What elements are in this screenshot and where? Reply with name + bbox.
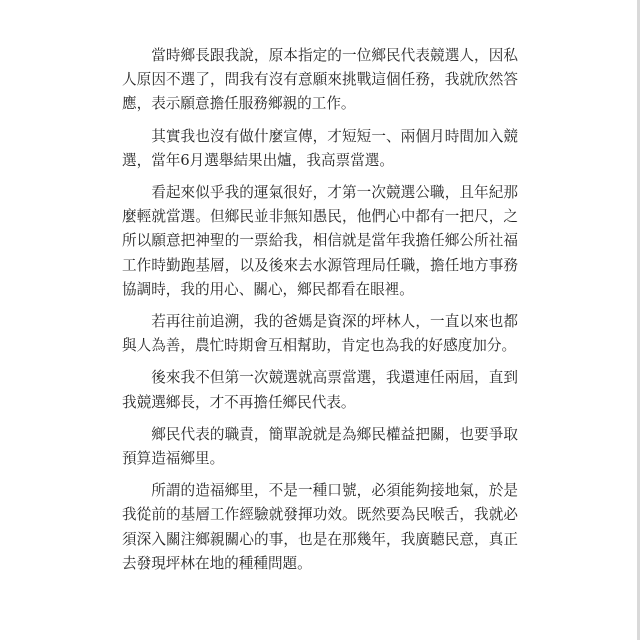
- paragraph-2: 其實我也沒有做什麼宣傳，才短短一、兩個月時間加入競選，當年6月選舉結果出爐，我高票當選。: [122, 127, 518, 169]
- paragraph-1: 當時鄉長跟我說，原本指定的一位鄉民代表競選人，因私人原因不選了，問我有沒有意願來挑戰這個任務，我就欣然答應，表示願意擔任服務鄉親的工作。: [122, 47, 518, 113]
- paragraph-4: 若再往前追溯，我的爸媽是資深的坪林人，一直以來也都與人為善，農忙時期會互相幫助，肯定也為我的好感度加分。: [122, 313, 518, 355]
- paragraph-7: 所謂的造福鄉里，不是一種口號，必須能夠接地氣，於是我從前的基層工作經驗就發揮功效。既然要為民喉舌，我就必須深入關注鄉親關心的事，也是在那幾年，我廣聽民意，真正去發現坪林在地的種種問題。: [122, 482, 518, 572]
- body-text: [122, 44, 518, 584]
- paragraph-3: 看起來似乎我的運氣很好，才第一次競選公職，且年紀那麼輕就當選。但鄉民並非無知愚民，他們心中都有一把尺，之所以願意把神聖的一票給我，相信就是當年我擔任鄉公所社福工作時勤跑基層，以及後來去水源管理局任職，擔任地方事務協調時，我的用心、關心，鄉民都看在眼裡。: [122, 184, 518, 298]
- paragraph-5: 後來我不但第一次競選就高票當選，我還連任兩屆，直到我競選鄉長，才不再擔任鄉民代表。: [122, 369, 518, 411]
- paragraph-6: 鄉民代表的職責，簡單說就是為鄉民權益把關，也要爭取預算造福鄉里。: [122, 425, 518, 468]
